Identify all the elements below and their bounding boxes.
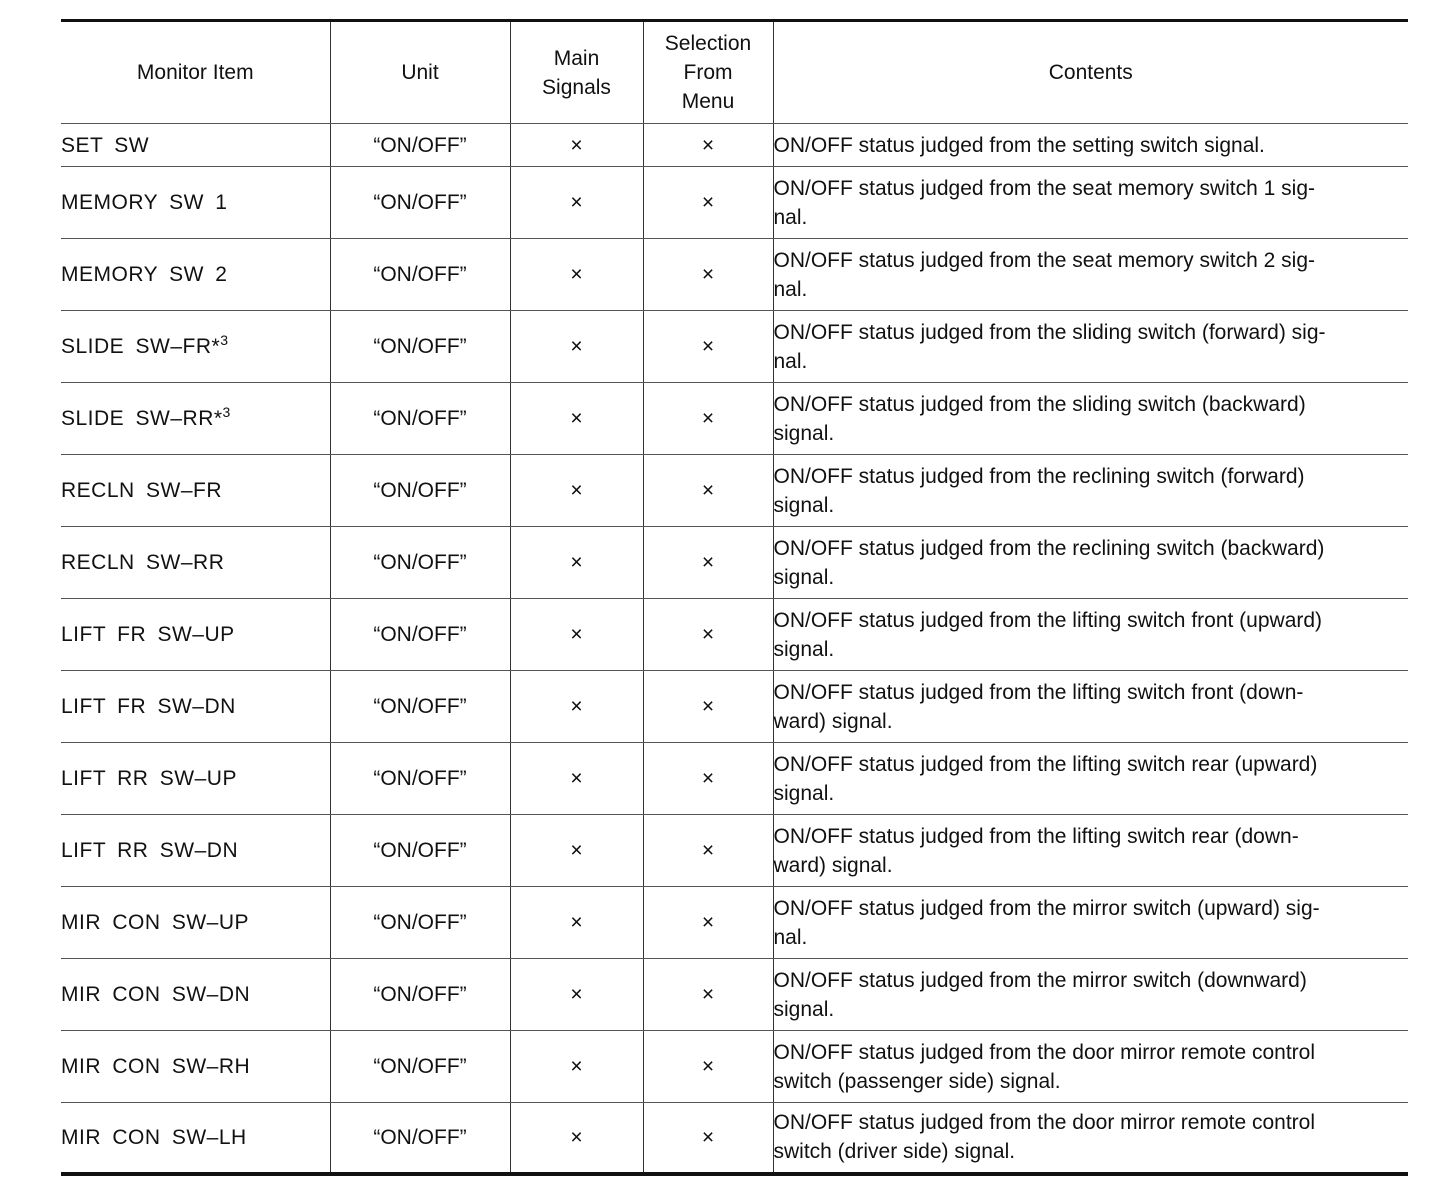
unit-cell: “ON/OFF” xyxy=(330,311,510,383)
table-row xyxy=(61,455,1408,527)
main-signals-mark: × xyxy=(510,959,643,1031)
header-main-signals-line2: Signals xyxy=(542,75,611,99)
contents-line1: ON/OFF status judged from the mirror switch (upward) sig- xyxy=(773,896,1320,920)
monitor-item-cell xyxy=(61,455,330,527)
contents-line2: switch (driver side) signal. xyxy=(773,1140,1016,1164)
contents-cell xyxy=(773,239,1408,311)
table-row xyxy=(61,599,1408,671)
monitor-item-name: MIR CON SW–LH xyxy=(61,1125,247,1149)
selection-from-menu-mark: × xyxy=(643,743,773,815)
monitor-item-name: MIR CON SW–RH xyxy=(61,1055,251,1078)
contents-line1: ON/OFF status judged from the lifting switch front (upward) xyxy=(773,608,1323,632)
unit-cell: “ON/OFF” xyxy=(330,599,510,671)
monitor-item-cell xyxy=(61,239,330,311)
table-row xyxy=(61,1031,1408,1103)
main-signals-mark: × xyxy=(510,1103,643,1174)
table-row xyxy=(61,743,1408,815)
selection-from-menu-mark: × xyxy=(643,455,773,527)
contents-cell xyxy=(773,311,1408,383)
monitor-item-cell xyxy=(61,815,330,887)
monitor-item-name: RECLN SW–FR xyxy=(61,479,223,502)
selection-from-menu-mark: × xyxy=(643,239,773,311)
contents-line2: switch (passenger side) signal. xyxy=(773,1069,1061,1093)
main-signals-mark: × xyxy=(510,455,643,527)
contents-line1: ON/OFF status judged from the seat memory switch 2 sig- xyxy=(773,248,1316,272)
monitor-item-cell xyxy=(61,311,330,383)
main-signals-mark: × xyxy=(510,743,643,815)
contents-line1: ON/OFF status judged from the door mirror remote control xyxy=(773,1040,1316,1064)
unit-cell: “ON/OFF” xyxy=(330,527,510,599)
monitor-item-name: MEMORY SW 2 xyxy=(61,263,228,286)
unit-cell: “ON/OFF” xyxy=(330,815,510,887)
contents-cell xyxy=(773,959,1408,1031)
table-row xyxy=(61,239,1408,311)
contents-line2: ward) signal. xyxy=(773,853,893,877)
monitor-item-name: MIR CON SW–DN xyxy=(61,983,251,1006)
header-selection-line3: Menu xyxy=(681,90,735,113)
monitor-item-name: LIFT FR SW–UP xyxy=(61,623,235,646)
contents-cell xyxy=(773,455,1408,527)
monitor-item-name: LIFT FR SW–DN xyxy=(61,695,236,718)
contents-cell xyxy=(773,383,1408,455)
footnote-marker: 3 xyxy=(220,332,229,348)
monitor-item-cell xyxy=(61,887,330,959)
unit-cell: “ON/OFF” xyxy=(330,167,510,239)
contents-line1: ON/OFF status judged from the setting switch signal. xyxy=(773,133,1265,157)
unit-cell: “ON/OFF” xyxy=(330,239,510,311)
main-signals-mark: × xyxy=(510,671,643,743)
selection-from-menu-mark: × xyxy=(643,1103,773,1174)
contents-line2: signal. xyxy=(773,637,835,661)
header-main-signals xyxy=(510,21,643,124)
monitor-item-name: LIFT RR SW–UP xyxy=(61,767,237,790)
table-row xyxy=(61,311,1408,383)
selection-from-menu-mark: × xyxy=(643,124,773,167)
unit-cell: “ON/OFF” xyxy=(330,1103,510,1174)
contents-line1: ON/OFF status judged from the door mirror remote control xyxy=(773,1111,1316,1135)
contents-cell xyxy=(773,1103,1408,1174)
main-signals-mark: × xyxy=(510,239,643,311)
main-signals-mark: × xyxy=(510,599,643,671)
monitor-item-cell xyxy=(61,743,330,815)
main-signals-mark: × xyxy=(510,887,643,959)
table-row xyxy=(61,959,1408,1031)
selection-from-menu-mark: × xyxy=(643,599,773,671)
selection-from-menu-mark: × xyxy=(643,167,773,239)
contents-cell xyxy=(773,1031,1408,1103)
monitor-item-cell xyxy=(61,671,330,743)
selection-from-menu-mark: × xyxy=(643,815,773,887)
contents-cell xyxy=(773,671,1408,743)
table-row xyxy=(61,671,1408,743)
selection-from-menu-mark: × xyxy=(643,671,773,743)
unit-cell: “ON/OFF” xyxy=(330,743,510,815)
main-signals-mark: × xyxy=(510,815,643,887)
monitor-item-name: MEMORY SW 1 xyxy=(61,191,228,214)
monitor-item-cell xyxy=(61,527,330,599)
contents-cell xyxy=(773,743,1408,815)
monitor-item-name: SET SW xyxy=(61,133,150,157)
contents-cell xyxy=(773,887,1408,959)
monitor-item-cell xyxy=(61,599,330,671)
unit-cell: “ON/OFF” xyxy=(330,671,510,743)
contents-line1: ON/OFF status judged from the sliding switch (backward) xyxy=(773,392,1306,416)
contents-line2: signal. xyxy=(773,421,835,445)
monitor-item-name: SLIDE SW–RR* xyxy=(61,407,223,430)
table-row xyxy=(61,815,1408,887)
contents-line2: nal. xyxy=(773,349,808,373)
monitor-item-table xyxy=(61,19,1408,1176)
header-main-signals-line1: Main xyxy=(553,46,600,70)
contents-line2: nal. xyxy=(773,277,808,301)
selection-from-menu-mark: × xyxy=(643,959,773,1031)
monitor-item-cell xyxy=(61,1103,330,1174)
monitor-item-cell xyxy=(61,959,330,1031)
unit-cell: “ON/OFF” xyxy=(330,887,510,959)
header-selection-line1: Selection xyxy=(664,32,752,55)
monitor-item-cell xyxy=(61,167,330,239)
header-unit: Unit xyxy=(330,21,510,124)
contents-line2: ward) signal. xyxy=(773,709,893,733)
table-body xyxy=(61,124,1408,1174)
contents-line2: signal. xyxy=(773,781,835,805)
monitor-item-cell xyxy=(61,1031,330,1103)
selection-from-menu-mark: × xyxy=(643,1031,773,1103)
monitor-item-name: MIR CON SW–UP xyxy=(61,911,250,934)
table-row xyxy=(61,167,1408,239)
main-signals-mark: × xyxy=(510,167,643,239)
contents-line1: ON/OFF status judged from the reclining switch (forward) xyxy=(773,464,1305,488)
main-signals-mark: × xyxy=(510,311,643,383)
selection-from-menu-mark: × xyxy=(643,887,773,959)
selection-from-menu-mark: × xyxy=(643,383,773,455)
contents-line2: nal. xyxy=(773,205,808,229)
monitor-item-cell xyxy=(61,124,330,167)
contents-cell xyxy=(773,167,1408,239)
contents-line2: signal. xyxy=(773,997,835,1021)
unit-cell: “ON/OFF” xyxy=(330,124,510,167)
contents-line1: ON/OFF status judged from the lifting switch rear (down- xyxy=(773,824,1299,848)
unit-cell: “ON/OFF” xyxy=(330,1031,510,1103)
contents-line2: signal. xyxy=(773,493,835,517)
main-signals-mark: × xyxy=(510,1031,643,1103)
header-selection-from-menu xyxy=(643,21,773,124)
contents-line1: ON/OFF status judged from the lifting switch front (down- xyxy=(773,680,1304,704)
unit-cell: “ON/OFF” xyxy=(330,455,510,527)
monitor-item-name: SLIDE SW–FR* xyxy=(61,335,221,358)
selection-from-menu-mark: × xyxy=(643,527,773,599)
unit-cell: “ON/OFF” xyxy=(330,959,510,1031)
main-signals-mark: × xyxy=(510,383,643,455)
contents-line1: ON/OFF status judged from the seat memory switch 1 sig- xyxy=(773,176,1316,200)
table-row xyxy=(61,383,1408,455)
monitor-item-name: LIFT RR SW–DN xyxy=(61,839,239,862)
selection-from-menu-mark: × xyxy=(643,311,773,383)
header-selection-line2: From xyxy=(683,61,733,84)
contents-line1: ON/OFF status judged from the sliding switch (forward) sig- xyxy=(773,320,1326,344)
footnote-marker: 3 xyxy=(222,404,231,420)
contents-line1: ON/OFF status judged from the reclining switch (backward) xyxy=(773,536,1325,560)
contents-line2: signal. xyxy=(773,565,835,589)
contents-cell xyxy=(773,815,1408,887)
table-row xyxy=(61,1103,1408,1174)
main-signals-mark: × xyxy=(510,527,643,599)
table-row xyxy=(61,124,1408,167)
table-row xyxy=(61,527,1408,599)
contents-cell xyxy=(773,599,1408,671)
monitor-item-cell xyxy=(61,383,330,455)
header-contents: Contents xyxy=(773,21,1408,124)
header-row xyxy=(61,21,1408,124)
contents-line1: ON/OFF status judged from the mirror switch (downward) xyxy=(773,968,1307,992)
monitor-item-name: RECLN SW–RR xyxy=(61,551,225,574)
table-row xyxy=(61,887,1408,959)
contents-line1: ON/OFF status judged from the lifting switch rear (upward) xyxy=(773,752,1318,776)
header-monitor-item: Monitor Item xyxy=(61,21,330,124)
contents-line2: nal. xyxy=(773,925,808,949)
unit-cell: “ON/OFF” xyxy=(330,383,510,455)
contents-cell xyxy=(773,124,1408,167)
contents-cell xyxy=(773,527,1408,599)
main-signals-mark: × xyxy=(510,124,643,167)
